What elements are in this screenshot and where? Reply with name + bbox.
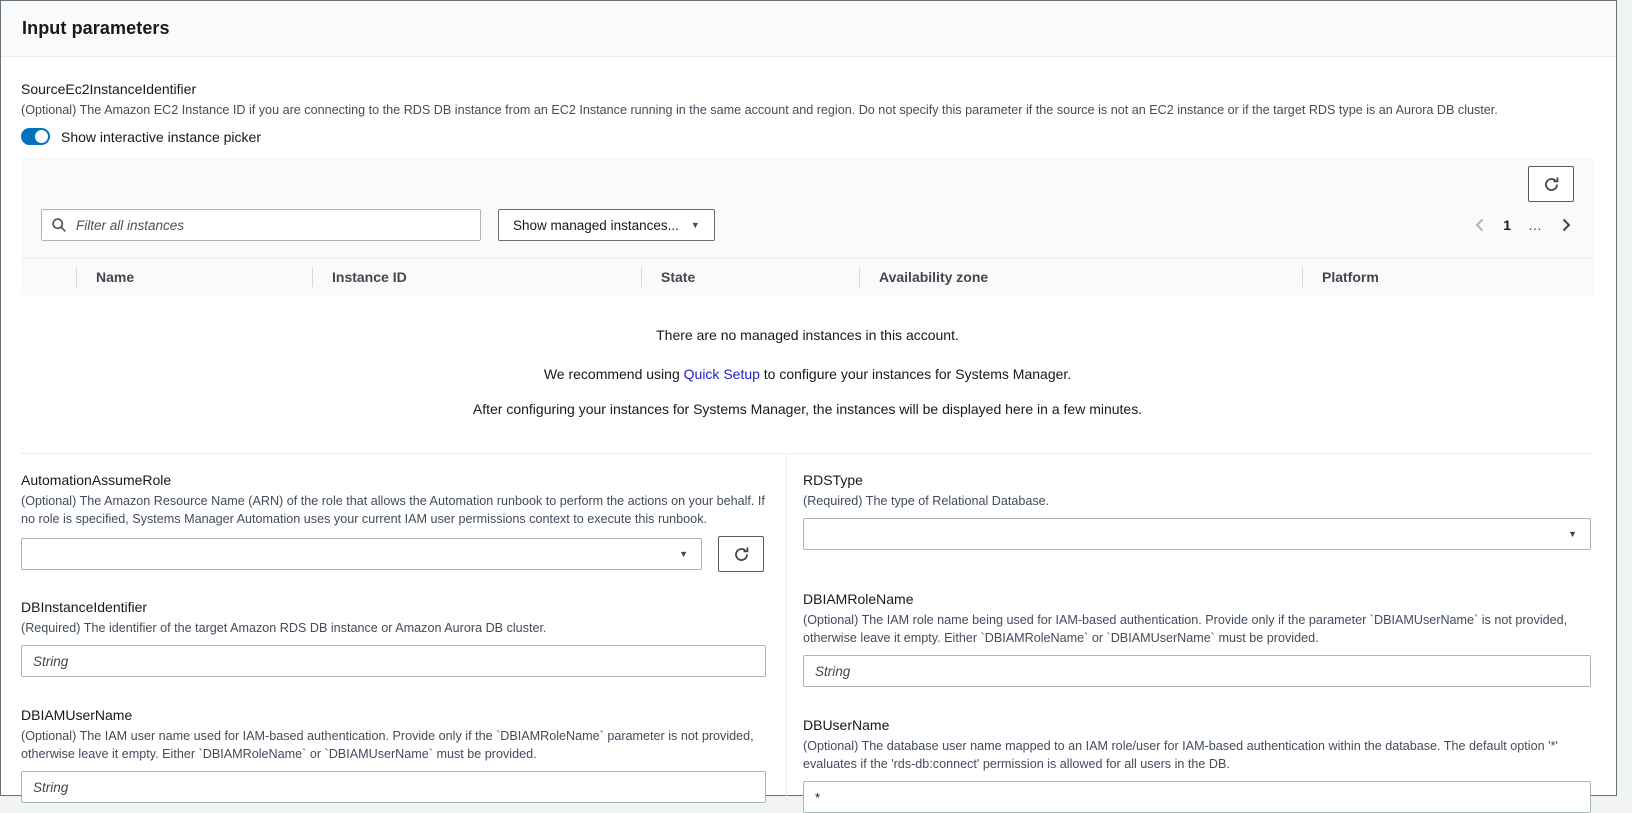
chevron-down-icon: ▼ — [690, 219, 700, 230]
column-header-state[interactable]: State — [641, 259, 859, 295]
assume-role-row — [21, 536, 766, 572]
parameters-grid — [1, 454, 1616, 813]
field-source-ec2-instance-identifier — [21, 81, 1596, 145]
card-content — [1, 57, 1616, 454]
column-header-platform[interactable]: Platform — [1302, 259, 1594, 295]
instances-empty-state — [21, 295, 1594, 453]
selection-column-header — [21, 259, 76, 295]
param-desc-dbiamrolename: (Optional) The IAM role name being used for IAM-based authentication. Provide only if the parameter `DBIAMUserName` is not provided, otherwise leave it empty. Either `DBIAMRoleName` or `DBIAMUserName` must be provided. — [803, 613, 1568, 645]
param-desc-rdstype: (Required) The type of Relational Database. — [803, 494, 1050, 508]
toggle-knob — [35, 130, 48, 143]
instance-picker-toggle-label: Show interactive instance picker — [61, 128, 261, 145]
chevron-right-icon — [1560, 218, 1572, 232]
column-header-name[interactable]: Name — [76, 259, 312, 295]
db-user-name-input[interactable] — [803, 781, 1591, 813]
instances-scope-dropdown[interactable] — [498, 209, 715, 241]
rds-type-select[interactable] — [803, 518, 1591, 550]
scope-dropdown-label: Show managed instances... — [513, 217, 679, 233]
db-iam-user-name-input[interactable] — [21, 771, 766, 803]
empty-state-line3: After configuring your instances for Systems Manager, the instances will be displayed here in a few minutes. — [472, 401, 1143, 417]
field-db-instance-identifier — [21, 599, 766, 677]
refresh-roles-button[interactable] — [718, 536, 764, 572]
parameters-right-column — [787, 454, 1616, 813]
filter-field-wrap — [41, 209, 481, 241]
field-db-iam-user-name — [21, 707, 766, 803]
param-name-sourceec2instanceidentifier: SourceEc2InstanceIdentifier — [21, 81, 197, 97]
db-instance-identifier-input[interactable] — [21, 645, 766, 677]
next-page-button[interactable] — [1560, 218, 1572, 232]
filter-instances-input[interactable] — [41, 209, 481, 241]
automation-assume-role-select[interactable] — [21, 538, 702, 570]
previous-page-button[interactable] — [1474, 218, 1486, 232]
chevron-down-icon: ▼ — [1568, 528, 1577, 539]
instance-picker-toggle-row — [21, 128, 1596, 145]
instances-toolbar — [21, 158, 1594, 258]
instances-table-header — [21, 258, 1594, 295]
refresh-icon — [733, 546, 750, 563]
refresh-icon — [1543, 176, 1560, 193]
field-rds-type — [803, 472, 1591, 550]
param-name-automationassumerole: AutomationAssumeRole — [21, 472, 172, 488]
empty-state-line2 — [21, 366, 1594, 382]
param-name-dbinstanceidentifier: DBInstanceIdentifier — [21, 599, 148, 615]
param-name-dbiamusername: DBIAMUserName — [21, 707, 133, 723]
empty-state-line1: There are no managed instances in this account. — [656, 327, 959, 343]
page-ellipsis: … — [1528, 217, 1543, 233]
chevron-left-icon — [1474, 218, 1486, 232]
refresh-row — [41, 166, 1574, 202]
param-name-dbiamrolename: DBIAMRoleName — [803, 591, 914, 607]
chevron-down-icon: ▼ — [679, 548, 688, 559]
param-name-rdstype: RDSType — [803, 472, 863, 488]
quick-setup-link[interactable]: Quick Setup — [683, 366, 760, 382]
param-desc-dbiamusername: (Optional) The IAM user name used for IAM-based authentication. Provide only if the `DBIAMRoleName` parameter is not provided, otherwise leave it empty. Either `DBIAMRoleName` or `DBIAMUserName` must be provided. — [21, 729, 754, 761]
pagination — [1474, 217, 1574, 233]
field-automation-assume-role — [21, 472, 766, 572]
field-db-user-name — [803, 717, 1591, 813]
empty-state-line2-prefix: We recommend using — [543, 366, 684, 382]
page-title: Input parameters — [22, 18, 170, 38]
managed-instances-panel — [21, 158, 1594, 454]
column-header-availability-zone[interactable]: Availability zone — [859, 259, 1302, 295]
instance-picker-toggle[interactable] — [21, 128, 50, 145]
param-name-dbusername: DBUserName — [803, 717, 890, 733]
empty-state-line2-suffix: to configure your instances for Systems Manager. — [759, 366, 1072, 382]
current-page-number[interactable]: 1 — [1503, 217, 1511, 233]
filter-row — [41, 209, 1574, 241]
param-desc-sourceec2instanceidentifier: (Optional) The Amazon EC2 Instance ID if you are connecting to the RDS DB instance from an EC2 Instance running in the same account and region. Do not specify this parameter if the source is not an EC2 instance or if the target RDS type is an Aurora DB cluster. — [21, 103, 1498, 117]
search-icon — [51, 217, 67, 233]
param-desc-automationassumerole: (Optional) The Amazon Resource Name (ARN) of the role that allows the Automation runbook to perform the actions on your behalf. If no role is specified, Systems Manager Automation uses your current IAM user permissions context to execute this runbook. — [21, 494, 765, 526]
parameters-left-column — [1, 454, 786, 813]
column-header-instance-id[interactable]: Instance ID — [312, 259, 641, 295]
param-desc-dbinstanceidentifier: (Required) The identifier of the target Amazon RDS DB instance or Amazon Aurora DB cluster. — [21, 621, 547, 635]
refresh-instances-button[interactable] — [1528, 166, 1574, 202]
card-header — [1, 1, 1616, 57]
db-iam-role-name-input[interactable] — [803, 655, 1591, 687]
param-desc-dbusername: (Optional) The database user name mapped to an IAM role/user for IAM-based authentication within the database. The default option '*' evaluates if the 'rds-db:connect' permission is allowed for all users in the DB. — [803, 739, 1558, 771]
field-db-iam-role-name — [803, 591, 1591, 687]
